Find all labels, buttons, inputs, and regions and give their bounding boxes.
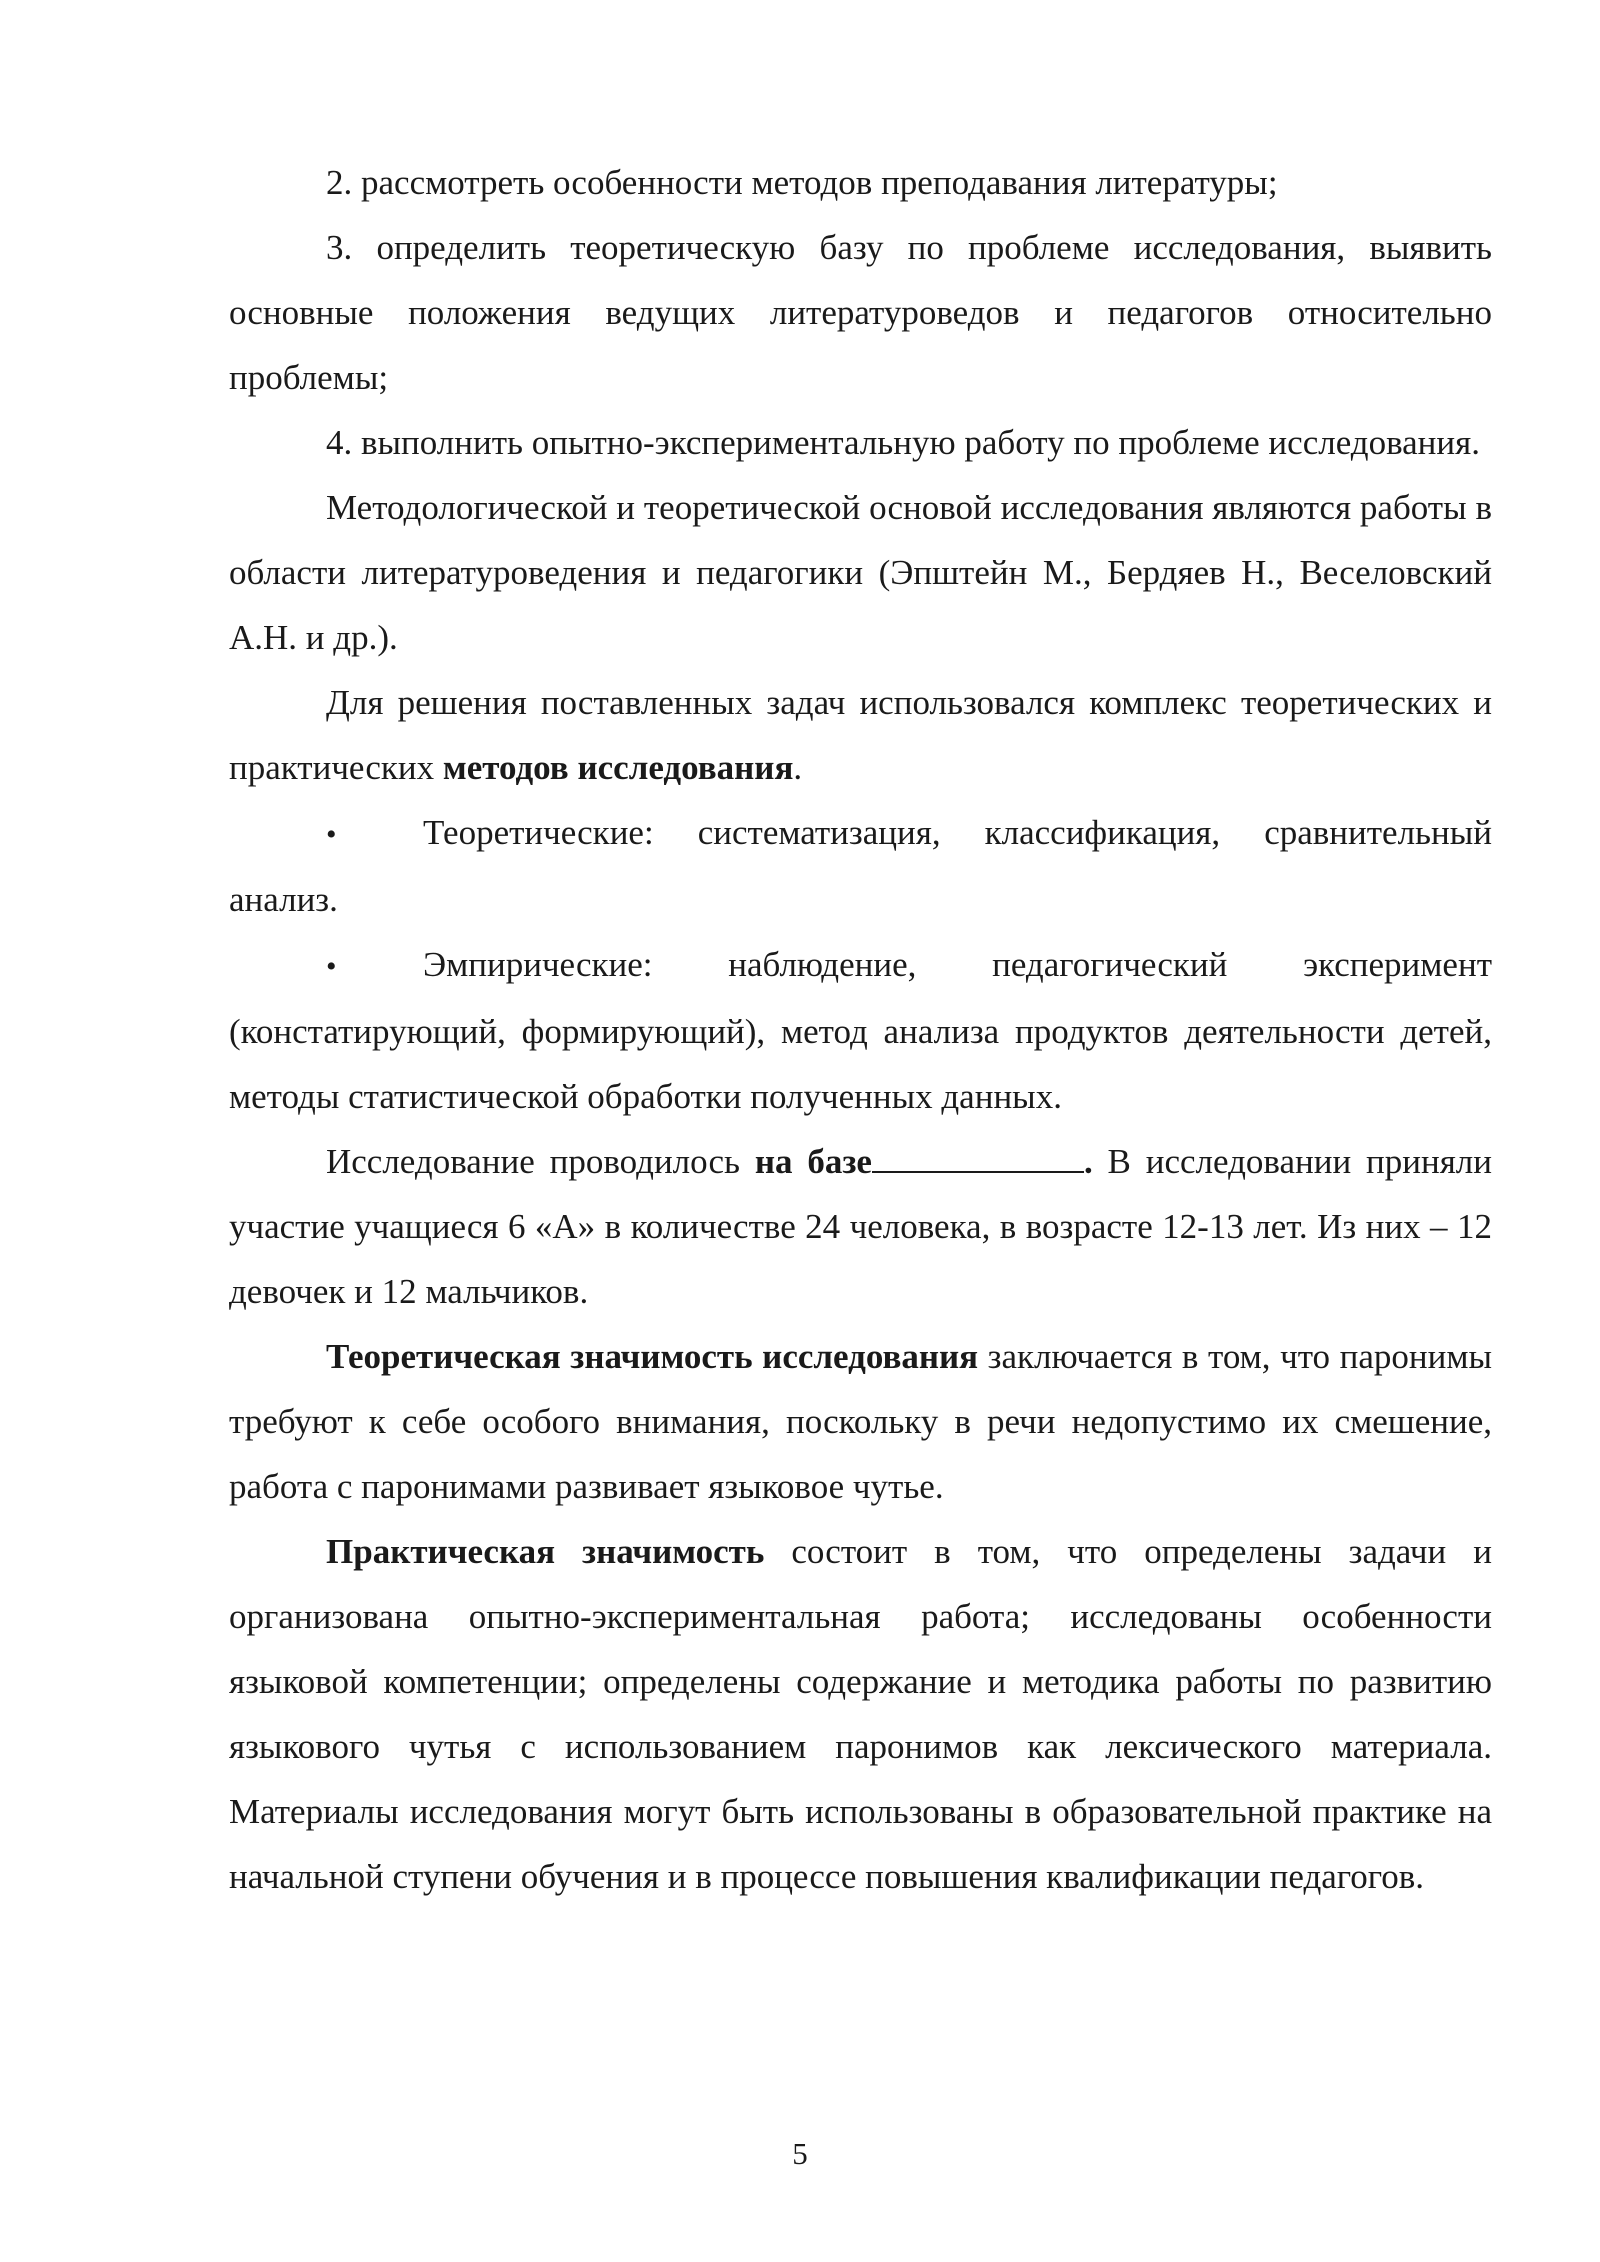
research-base-text: В исследовании приняли участие учащиеся 6 «А» в количестве 24 человека, в возрасте 12-13 лет. Из них – 12 девочек и 12 мальчиков. xyxy=(229,1142,1493,1311)
theoretical-significance-text: заключается в том, что паронимы требуют к себе особого внимания, поскольку в речи недопустимо их смешение, работа с паронимами развивает языковое чутье. xyxy=(229,1337,1492,1506)
practical-significance-text: состоит в том, что определены задачи и организована опытно-экспериментальная работа; исследованы особенности языковой компетенции; определены содержание и методика работы по развитию языкового чутья с использованием паронимов как лексического материала. Материалы исследования могут быть использованы в образовательной практике на начальной ступени обучения и в процессе повышения квалификации педагогов. xyxy=(229,1532,1492,1896)
bullet-marker: • xyxy=(326,950,337,983)
theoretical-significance-term: Теоретическая значимость исследования xyxy=(326,1337,979,1376)
practical-significance-paragraph xyxy=(229,1519,1492,1909)
task-item-2: 2. рассмотреть особенности методов преподавания литературы; xyxy=(326,163,1278,202)
research-base-blank-line xyxy=(872,1145,1084,1173)
document-body xyxy=(229,150,1492,1909)
research-methods-end: . xyxy=(793,748,803,787)
bullet-item-theoretical xyxy=(229,800,1492,932)
research-methods-intro: Для решения поставленных задач использовался комплекс теоретических и практических xyxy=(229,683,1492,787)
research-base-paragraph xyxy=(229,1129,1492,1324)
bullet-text: Эмпирические: наблюдение, педагогический эксперимент (констатирующий, формирующий), метод анализа продуктов деятельности детей, методы статистической обработки полученных данных. xyxy=(229,945,1492,1116)
methodological-basis-paragraph: Методологической и теоретической основой исследования являются работы в области литературоведения и педагогики (Эпштейн М., Бердяев Н., Веселовский А.Н. и др.). xyxy=(229,488,1492,657)
research-base-term: на базе xyxy=(754,1142,872,1181)
research-methods-paragraph xyxy=(229,670,1492,800)
bullet-text: Теоретические: систематизация, классификация, сравнительный анализ. xyxy=(229,813,1492,919)
page-number: 5 xyxy=(792,2136,808,2171)
research-base-intro: Исследование проводилось xyxy=(326,1142,755,1181)
bullet-marker: • xyxy=(326,818,337,851)
theoretical-significance-paragraph xyxy=(229,1324,1492,1519)
research-base-period: . xyxy=(1083,1142,1093,1181)
task-item-4: 4. выполнить опытно-экспериментальную работу по проблеме исследования. xyxy=(326,423,1480,462)
practical-significance-term: Практическая значимость xyxy=(326,1532,765,1571)
task-item-3: 3. определить теоретическую базу по проблеме исследования, выявить основные положения ведущих литературоведов и педагогов относительно проблемы; xyxy=(229,228,1492,397)
bullet-item-empirical xyxy=(229,932,1492,1129)
research-methods-term: методов исследования xyxy=(442,748,794,787)
